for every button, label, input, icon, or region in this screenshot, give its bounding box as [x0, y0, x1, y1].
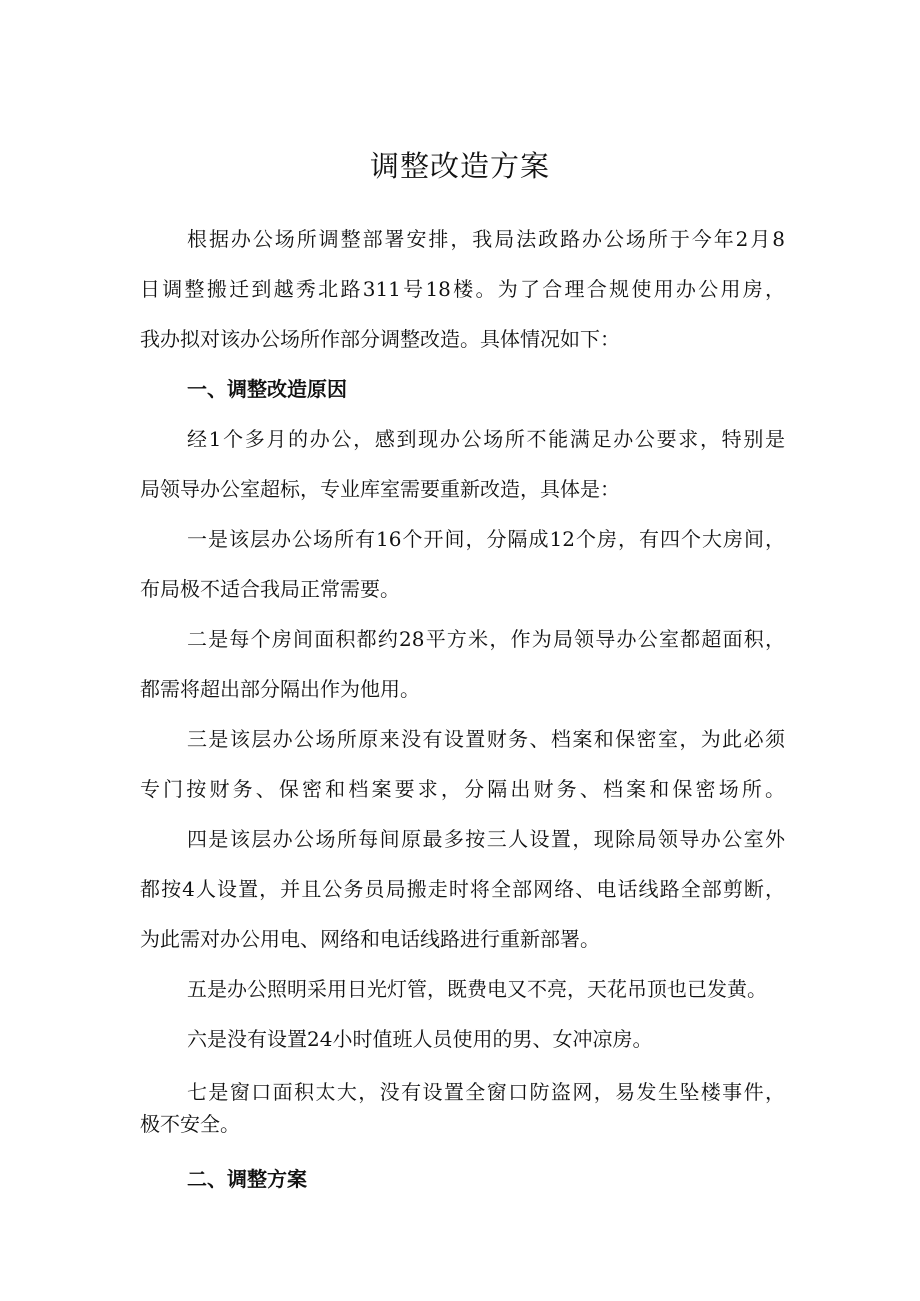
point-1-line-2: 布局极不适合我局正常需要。: [140, 577, 400, 601]
point-6-line-1: 六是没有设置24小时值班人员使用的男、女冲凉房。: [187, 1027, 653, 1051]
point-3-line-2: 专门按财务、保密和档案要求，分隔出财务、档案和保密场所。: [140, 777, 785, 801]
point-2-line-1: 二是每个房间面积都约28平方米，作为局领导办公室都超面积，: [187, 627, 785, 651]
intro-line-3: 我办拟对该办公场所作部分调整改造。具体情况如下：: [140, 327, 620, 351]
reason-intro-line-1: 经1个多月的办公，感到现办公场所不能满足办公要求，特别是: [187, 427, 785, 451]
section-heading-2: 二、调整方案: [187, 1167, 307, 1191]
point-5-paragraph: [140, 964, 785, 1014]
point-3-paragraph: [140, 714, 785, 814]
point-3-line-1: 三是该层办公场所原来没有设置财务、档案和保密室，为此必须: [187, 727, 785, 751]
point-7-line-2: 极不安全。: [140, 1112, 240, 1136]
point-2-line-2: 都需将超出部分隔出作为他用。: [140, 677, 420, 701]
point-2-paragraph: [140, 614, 785, 714]
document-title: 调整改造方案: [369, 149, 550, 183]
reason-intro-paragraph: [140, 414, 785, 514]
intro-paragraph: [140, 214, 785, 364]
point-4-line-2: 都按4人设置，并且公务员局搬走时将全部网络、电话线路全部剪断，: [140, 877, 785, 901]
point-4-paragraph: [140, 814, 785, 964]
point-7-paragraph: [140, 1076, 785, 1140]
intro-line-2: 日调整搬迁到越秀北路311号18楼。为了合理合规使用办公用房，: [140, 277, 785, 301]
point-1-line-1: 一是该层办公场所有16个开间，分隔成12个房，有四个大房间，: [187, 527, 785, 551]
section-heading-1: 一、调整改造原因: [187, 377, 347, 401]
point-1-paragraph: [140, 514, 785, 614]
point-4-line-3: 为此需对办公用电、网络和电话线路进行重新部署。: [140, 927, 600, 951]
intro-line-1: 根据办公场所调整部署安排，我局法政路办公场所于今年2月8: [187, 227, 785, 251]
reason-intro-line-2: 局领导办公室超标，专业库室需要重新改造，具体是：: [140, 477, 620, 501]
point-6-paragraph: [140, 1014, 785, 1064]
point-5-line-1: 五是办公照明采用日光灯管，既费电又不亮，天花吊顶也已发黄。: [187, 977, 767, 1001]
point-7-line-1: 七是窗口面积太大，没有设置全窗口防盗网，易发生坠楼事件，: [187, 1080, 785, 1104]
point-4-line-1: 四是该层办公场所每间原最多按三人设置，现除局领导办公室外: [187, 827, 785, 851]
document-body: [140, 214, 785, 1204]
